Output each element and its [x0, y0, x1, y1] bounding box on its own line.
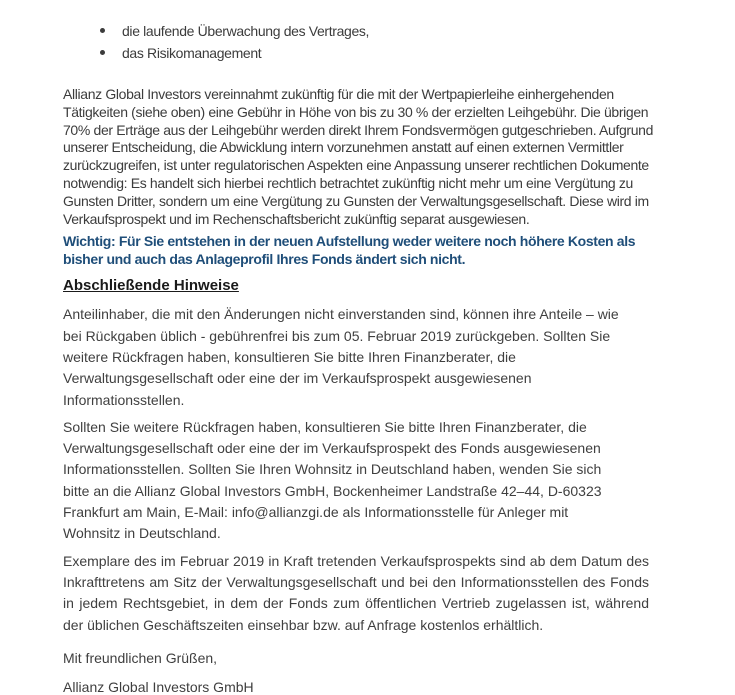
bullet-text: die laufende Überwachung des Vertrages, — [122, 23, 370, 39]
important-note: Wichtig: Für Sie entstehen in der neuen Aufstellung weder weitere noch höhere Kosten als bisher und auch das Anlageprofil Ihres Fonds ändert sich nicht. — [63, 233, 636, 267]
bullet-icon — [100, 50, 105, 55]
intro-paragraph: Allianz Global Investors vereinnahmt zukünftig für die mit der Wertpapierleihe einhergehenden Tätigkeiten (siehe oben) eine Gebühr in Höhe von bis zu 30 % der erzielten Leihgebühr. Die übrigen 70% der Erträge aus der Leihgebühr werden direkt Ihrem Fondsvermögen gutgeschrieben. Aufgrund unserer Entscheidung, die Abwicklung intern vorzunehmen anstatt auf einen externen Vermittler zurückzugreifen, ist unter regulatorischen Aspekten eine Anpassung unserer rechtlichen Dokumente notwendig: Es handelt sich hierbei rechtlich betrachtet zukünftig nicht mehr um eine Vergütung zu Gunsten Dritter, sondern um eine Vergütung zu Gunsten der Verwaltungsgesellschaft. Diese wird im Verkaufsprospekt und im Rechenschaftsbericht zukünftig separat ausgewiesen. — [63, 86, 654, 227]
bullet-list — [100, 20, 735, 64]
paragraph-prospectus: Exemplare des im Februar 2019 in Kraft tretenden Verkaufsprospekts sind ab dem Datum des Inkrafttretens am Sitz der Verwaltungsgesellschaft und bei den Informationsstellen des Fonds in jedem Rechtsgebiet, in dem der Fonds zum öffentlichen Vertrieb zugelassen ist, während der üblichen Geschäftszeiten einsehbar bzw. auf Anfrage kostenlos erhältlich. — [63, 552, 649, 633]
signature: Allianz Global Investors GmbH — [63, 678, 254, 695]
paragraph-contact: Sollten Sie weitere Rückfragen haben, konsultieren Sie bitte Ihren Finanzberater, die Verwaltungsgesellschaft oder eine der im Verkaufsprospekt des Fonds ausgewiesenen Informationsstellen. Sollten Sie Ihren Wohnsitz in Deutschland haben, wenden Sie sich bitte an die Allianz Global Investors GmbH, Bockenheimer Landstraße 42–44, D-60323 Frankfurt am Main, E-Mail: info@allianzgi.de als Informationsstelle für Anleger mit Wohnsitz in Deutschland. — [63, 418, 602, 542]
signoff: Mit freundlichen Grüßen, — [63, 649, 218, 666]
paragraph-redemption: Anteilinhaber, die mit den Änderungen nicht einverstanden sind, können ihre Anteile – wie bei Rückgaben üblich - gebührenfrei bis zum 05. Februar 2019 zurückgeben. Sollten Sie weitere Rückfragen haben, konsultieren Sie bitte Ihren Finanzberater, die Verwaltungsgesellschaft oder eine der im Verkaufsprospekt ausgewiesenen Informationsstellen. — [63, 306, 619, 408]
list-item — [100, 20, 735, 42]
bullet-text: das Risikomanagement — [122, 45, 262, 61]
bullet-icon — [100, 28, 105, 33]
section-heading: Abschließende Hinweise — [63, 277, 239, 295]
list-item — [100, 42, 735, 64]
